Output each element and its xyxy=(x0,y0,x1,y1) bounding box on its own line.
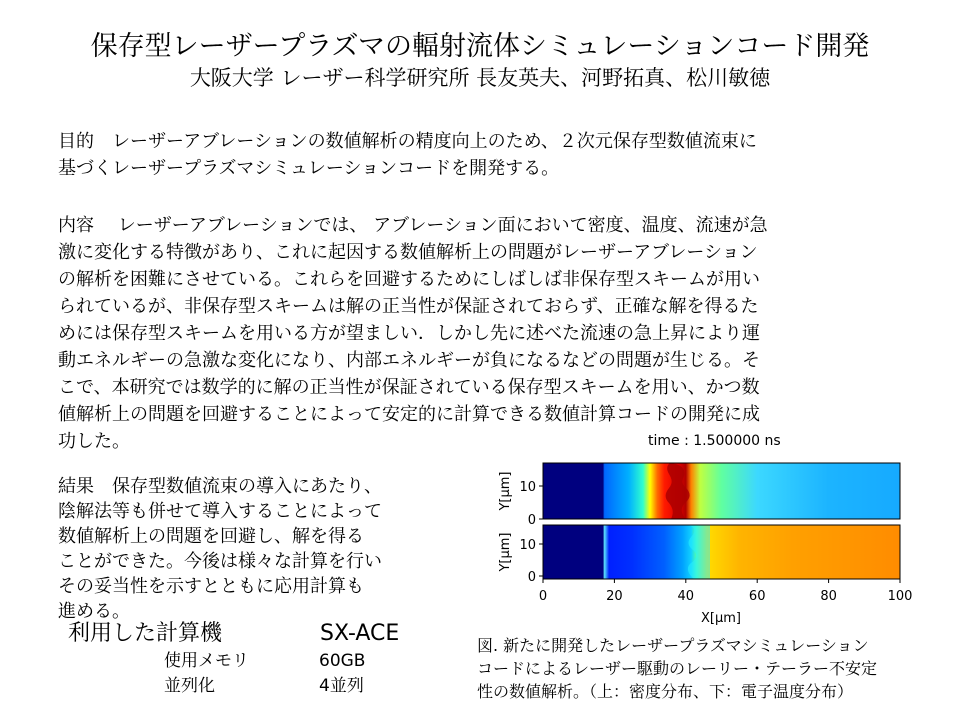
content-line: 内容 レーザーアブレーションでは、 アブレーション面において密度、温度、流速が急 xyxy=(58,215,768,236)
content-line: られているが、非保存型スキームは解の正当性が保証されておらず、正確な解を得るた xyxy=(58,296,759,317)
results-line: ことができた。今後は様々な計算を行い xyxy=(58,551,382,572)
content-section xyxy=(58,212,908,455)
computer-label: 利用した計算機 xyxy=(68,621,223,646)
content-line: の解析を困難にさせている。これらを回避するためにしばしば非保存型スキームが用い xyxy=(58,269,760,290)
chart-title: time : 1.500000 ns xyxy=(648,433,781,449)
x-tick-label: 100 xyxy=(887,589,913,604)
computer-row-key: 並列化 xyxy=(164,676,215,696)
caption-line: 性の数値解析。（上：密度分布、下：電子温度分布） xyxy=(477,682,854,701)
y-tick-label: 0 xyxy=(527,513,536,528)
results-section xyxy=(58,474,458,624)
purpose-section xyxy=(58,128,908,182)
content-line: 動エネルギーの急激な変化になり、内部エネルギーが負になるなどの問題が生じる。そ xyxy=(58,350,760,371)
figure-caption xyxy=(477,634,947,703)
computer-row-value: 4並列 xyxy=(319,676,364,696)
heatmap-density-panel xyxy=(498,463,900,528)
y-tick-label: 10 xyxy=(519,538,536,553)
results-line: 陰解法等も併せて導入することによって xyxy=(58,501,382,522)
purpose-line: 基づくレーザープラズマシミュレーションコードを開発する。 xyxy=(58,158,560,179)
content-line: めには保存型スキームを用いる方が望ましい．しかし先に述べた流速の急上昇により運 xyxy=(58,323,760,344)
content-line: こで、本研究では数学的に解の正当性が保証されている保存型スキームを用い、かつ数 xyxy=(58,377,760,398)
caption-line: 図. 新たに開発したレーザープラズマシミュレーション xyxy=(477,636,869,655)
x-tick-label: 0 xyxy=(538,589,548,604)
y-tick-label: 10 xyxy=(519,480,536,495)
x-axis-label: X[μm] xyxy=(701,611,741,626)
y-axis-label: Y[μm] xyxy=(498,471,513,511)
results-line: その妥当性を示すとともに応用計算も xyxy=(58,576,364,597)
content-line: 激に変化する特徴があり、これに起因する数値解析上の問題がレーザーアブレーション xyxy=(58,242,758,263)
y-axis-label: Y[μm] xyxy=(498,532,513,572)
content-line: 値解析上の問題を回避することによって安定的に計算できる数値計算コードの開発に成 xyxy=(58,404,760,425)
density-heatmap xyxy=(543,463,900,519)
x-tick-label: 80 xyxy=(820,589,837,604)
temperature-heatmap xyxy=(543,525,900,579)
computer-heading xyxy=(68,619,468,649)
computer-row-value: 60GB xyxy=(319,651,366,671)
poster-authors: 大阪大学 レーザー科学研究所 長友英夫、河野拓真、松川敏徳 xyxy=(189,66,771,90)
x-tick-label: 60 xyxy=(748,589,766,604)
heatmap-temperature-panel xyxy=(498,525,900,585)
results-line: 結果 保存型数値流束の導入にあたり、 xyxy=(58,476,382,497)
computer-row-key: 使用メモリ xyxy=(164,651,249,671)
x-axis xyxy=(539,579,913,604)
computer-row-memory xyxy=(68,649,468,674)
x-tick-label: 20 xyxy=(606,589,623,604)
computer-info xyxy=(68,619,468,699)
results-line: 進める。 xyxy=(58,601,130,622)
purpose-line: 目的 レーザーアブレーションの数値解析の精度向上のため、２次元保存型数値流束に xyxy=(58,131,757,152)
results-line: 数値解析上の問題を回避し、解を得る xyxy=(58,526,364,547)
computer-row-parallel xyxy=(68,674,468,699)
simulation-figure xyxy=(470,426,940,631)
x-tick-label: 40 xyxy=(677,589,695,604)
content-line: 功した。 xyxy=(58,431,130,452)
poster-title: 保存型レーザープラズマの輻射流体シミュレーションコード開発 xyxy=(90,31,870,62)
y-tick-label: 0 xyxy=(527,570,536,585)
caption-line: コードによるレーザー駆動のレーリー・テーラー不安定 xyxy=(477,659,878,678)
computer-name: SX-ACE xyxy=(320,621,400,646)
